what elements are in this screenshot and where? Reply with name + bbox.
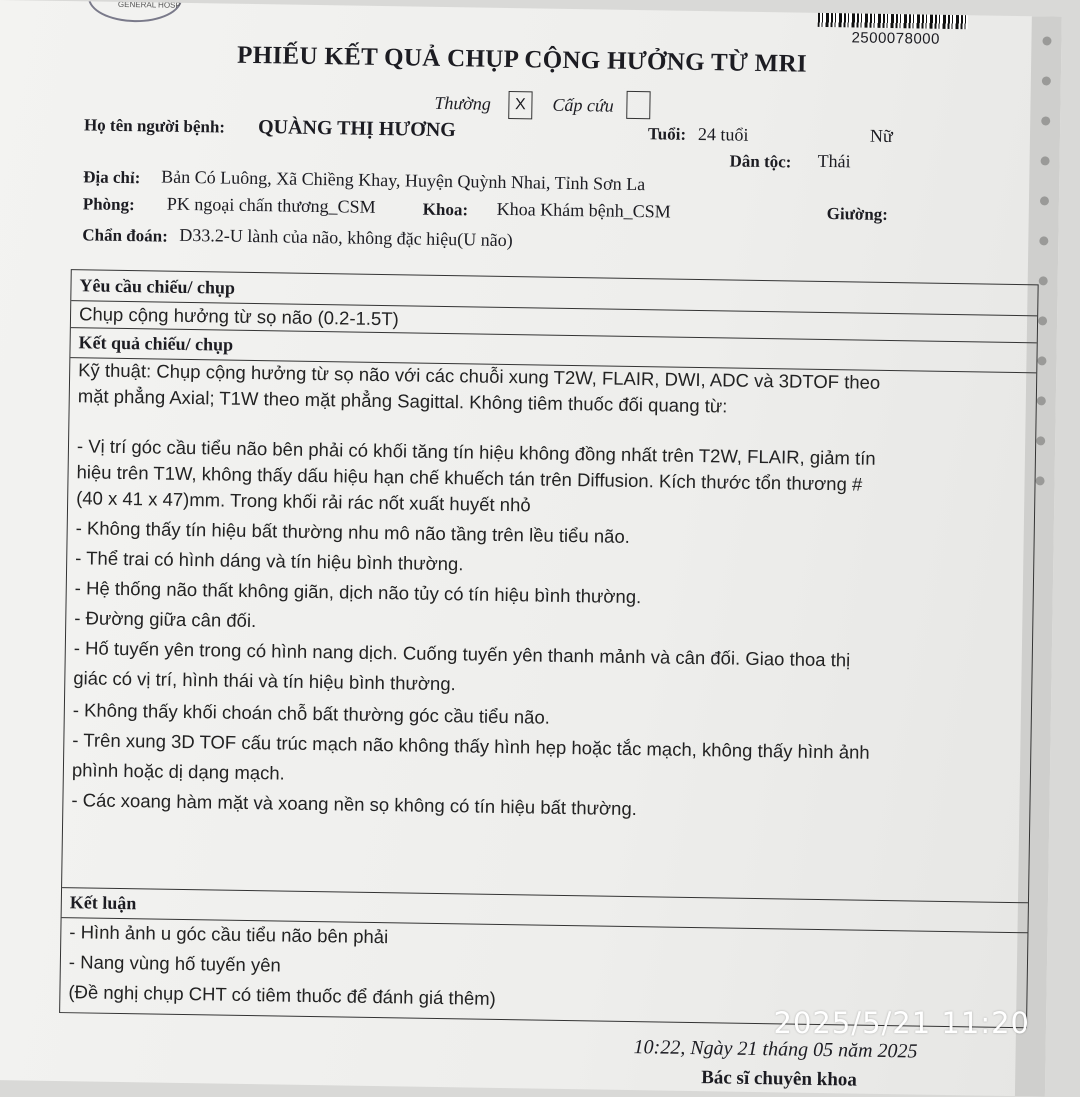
age-label: Tuổi: [647,124,687,144]
request-value: Chụp cộng hưởng từ sọ não (0.2-1.5T) [78,303,399,330]
ethnicity-label: Dân tộc: [729,151,792,172]
conclusion-heading: Kết luận [69,892,137,914]
photo-timestamp: 2025/5/21 11:20 [773,1006,1030,1040]
result-line: mặt phẳng Axial; T1W theo mặt phẳng Sagittal. Không tiêm thuốc đối quang từ: [77,385,728,417]
type-normal-label: Thường [434,92,492,114]
barcode [818,3,968,29]
result-line: - Hệ thống não thất không giãn, dịch não tủy có tín hiệu bình thường. [74,577,642,608]
ethnicity-value: Thái [817,150,851,172]
bed-label: Giường: [826,204,889,224]
room-value: PK ngoại chấn thương_CSM [166,193,376,217]
department-label: Khoa: [422,199,469,220]
report-table [59,269,1039,1028]
type-normal-checkbox: X [508,91,532,119]
result-line: phình hoặc dị dạng mạch. [71,759,285,784]
conclusion-line: (Đề nghị chụp CHT có tiêm thuốc để đánh giá thêm) [68,981,496,1009]
barcode-number: 2500078000 [851,29,941,48]
result-line: - Không thấy khối choán chỗ bất thường góc cầu tiểu não. [72,699,551,728]
signer-title: Bác sĩ chuyên khoa [700,1067,858,1091]
request-heading: Yêu cầu chiếu/ chụp [79,275,236,298]
result-body [62,357,1036,903]
result-heading: Kết quả chiếu/ chụp [78,332,234,355]
result-line: Kỹ thuật: Chụp cộng hưởng từ sọ não với các chuỗi xung T2W, FLAIR, DWI, ADC và 3DTOF theo [78,359,881,393]
result-line: - Vị trí góc cầu tiểu não bên phải có khối tăng tín hiệu không đồng nhất trên T2W, FLAIR, giảm tín [76,435,876,469]
age-value: 24 tuổi [697,123,749,145]
type-emergency-label: Cấp cứu [552,94,614,116]
room-label: Phòng: [82,194,135,215]
result-line: (40 x 41 x 47)mm. Trong khối rải rác nốt xuất huyết nhỏ [76,487,531,516]
conclusion-line: - Hình ảnh u góc cầu tiểu não bên phải [69,921,389,948]
result-line: - Các xoang hàm mặt và xoang nền sọ không có tín hiệu bất thường. [71,789,638,820]
conclusion-line: - Nang vùng hố tuyến yên [68,951,281,976]
department-value: Khoa Khám bệnh_CSM [496,198,671,222]
result-line: - Đường giữa cân đối. [74,607,257,632]
patient-name: QUÀNG THỊ HƯƠNG [257,116,456,142]
gender-value: Nữ [869,125,893,147]
result-line: - Không thấy tín hiệu bất thường nhu mô não tầng trên lều tiểu não. [75,517,631,547]
result-line: giác có vị trí, hình thái và tín hiệu bình thường. [73,667,456,695]
report-date: 10:22, Ngày 21 tháng 05 năm 2025 [633,1036,918,1063]
result-line: hiệu trên T1W, không thấy dấu hiệu hạn chế khuếch tán trên Diffusion. Kích thước tổn thương # [76,461,863,495]
address-label: Địa chỉ: [83,167,141,188]
diagnosis-value: D33.2-U lành của não, không đặc hiệu(U não) [179,224,513,251]
patient-name-label: Họ tên người bệnh: [83,115,226,137]
diagnosis-label: Chẩn đoán: [82,225,168,246]
type-emergency-checkbox [626,91,650,119]
seal-text: GENERAL HOSP [117,0,181,10]
result-line: - Trên xung 3D TOF cấu trúc mạch não không thấy hình hẹp hoặc tắc mạch, không thấy hình ảnh [72,729,870,763]
result-line: - Hố tuyến yên trong có hình nang dịch. Cuống tuyến yên thanh mảnh và cân đối. Giao thoa thị [73,637,851,671]
result-line: - Thể trai có hình dáng và tín hiệu bình thường. [75,547,464,575]
report-title: PHIẾU KẾT QUẢ CHỤP CỘNG HƯỞNG TỪ MRI [236,41,808,78]
address-value: Bản Có Luông, Xã Chiềng Khay, Huyện Quỳnh Nhai, Tỉnh Sơn La [161,166,646,195]
